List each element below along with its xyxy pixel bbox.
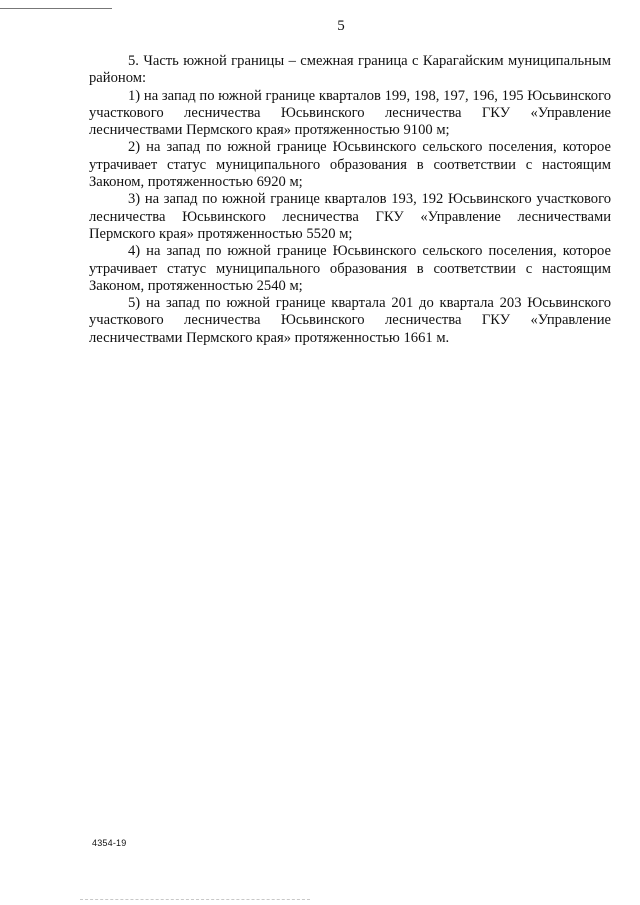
section-heading-paragraph: 5. Часть южной границы – смежная граница с Карагайским муниципальным районом: xyxy=(89,53,611,87)
bottom-divider xyxy=(80,899,310,900)
boundary-item-2: 2) на запад по южной границе Юсьвинского сельского поселения, которое утрачивает статус муниципального образования в соответствии с настоящим Законом, протяженностью 6920 м; xyxy=(89,139,611,191)
page-number: 5 xyxy=(337,18,345,34)
boundary-item-1: 1) на запад по южной границе кварталов 199, 198, 197, 196, 195 Юсьвинского участкового лесничества Юсьвинского лесничества ГКУ «Управление лесничествами Пермского края» протяженностью 9100 м; xyxy=(89,87,611,139)
document-body xyxy=(89,53,611,347)
document-code: 4354-19 xyxy=(92,838,127,848)
boundary-item-3: 3) на запад по южной границе кварталов 193, 192 Юсьвинского участкового лесничества Юсьвинского лесничества ГКУ «Управление лесничествами Пермского края» протяженностью 5520 м; xyxy=(89,191,611,242)
top-divider xyxy=(0,8,112,9)
boundary-item-5: 5) на запад по южной границе квартала 201 до квартала 203 Юсьвинского участкового лесничества Юсьвинского лесничества ГКУ «Управление лесничествами Пермского края» протяженностью 1661 м. xyxy=(89,295,611,346)
boundary-item-4: 4) на запад по южной границе Юсьвинского сельского поселения, которое утрачивает статус муниципального образования в соответствии с настоящим Законом, протяженностью 2540 м; xyxy=(89,243,611,294)
